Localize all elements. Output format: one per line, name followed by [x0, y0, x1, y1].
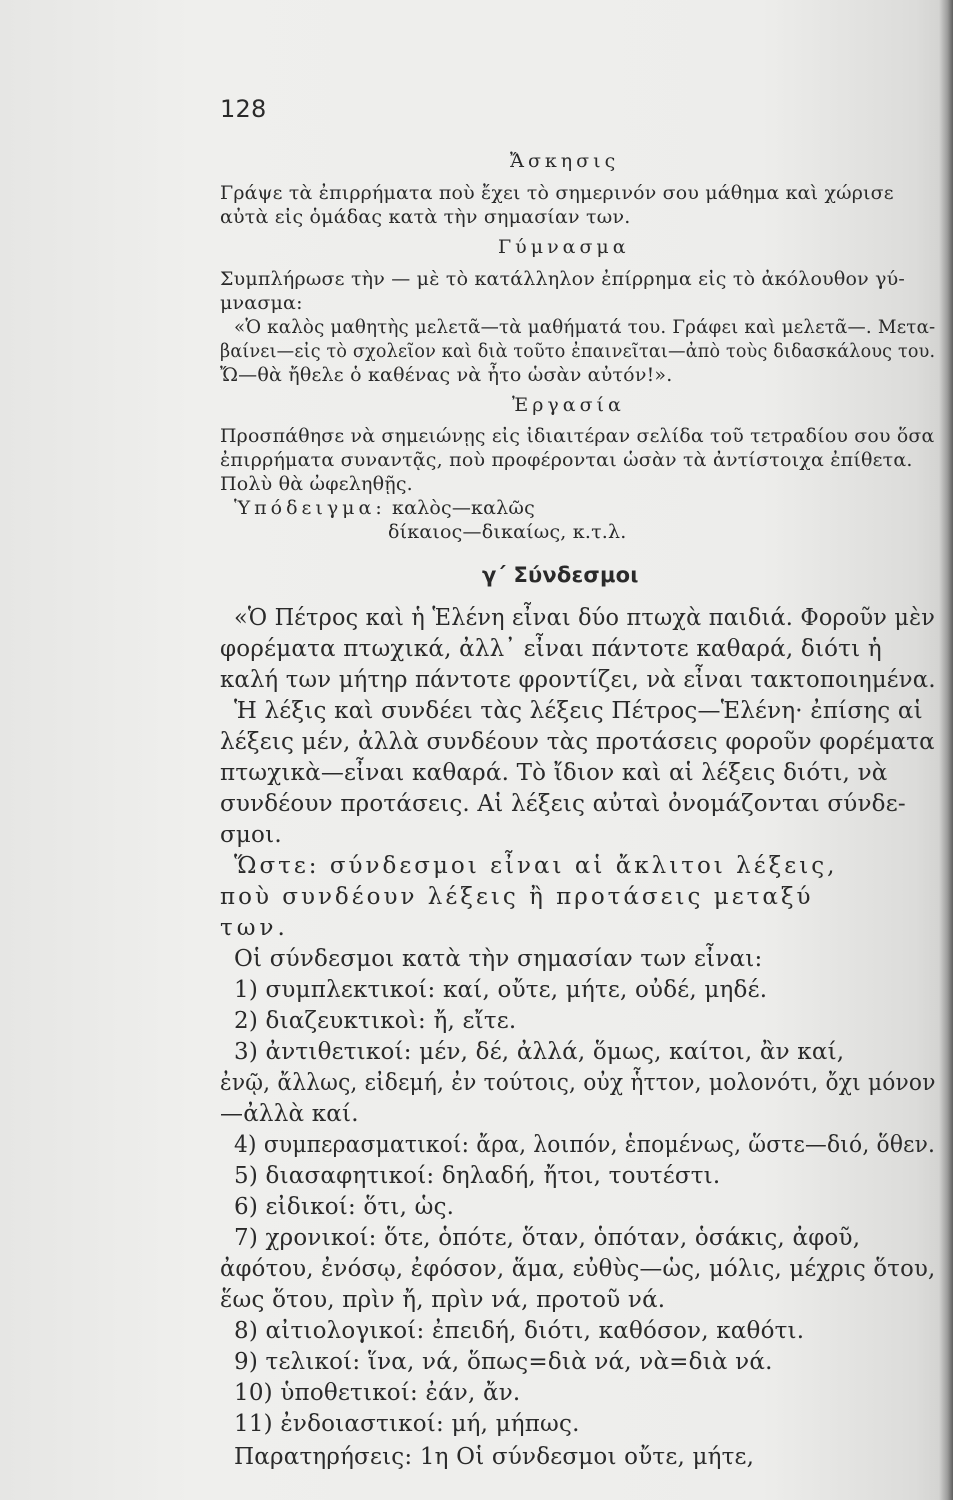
example-1: καλὸς—καλῶς	[392, 497, 535, 519]
class-1: 1) συμπλεκτικοί: καί, οὔτε, μήτε, οὐδέ, μηδέ.	[234, 977, 768, 1003]
exercise-heading: Ἄσκησις	[510, 150, 620, 172]
section-line-4: Ἡ λέξις καὶ συνδέει τὰς λέξεις Πέτρος—Ἑλένη· ἐπίσης αἱ	[234, 698, 923, 724]
class-7-cont-2: ἕως ὅτου, πρὶν ἤ, πρὶν νά, προτοῦ νά.	[220, 1287, 666, 1313]
exercise-line-1: Γράψε τὰ ἐπιρρήματα ποὺ ἔχει τὸ σημερινόν σου μάθημα καὶ χώρισε	[220, 182, 894, 204]
work-line-3: Πολὺ θὰ ὠφεληθῇς.	[220, 473, 413, 495]
section-line-2: φορέματα πτωχικά, ἀλλ᾽ εἶναι πάντοτε καθαρά, διότι ἡ	[220, 636, 882, 662]
section-line-7: συνδέουν προτάσεις. Αἱ λέξεις αὐταὶ ὀνομάζονται σύνδε-	[220, 791, 906, 817]
observations-line: Παρατηρήσεις: 1η Οἱ σύνδεσμοι οὔτε, μήτε,	[234, 1444, 755, 1470]
class-3-cont-2: —ἀλλὰ καί.	[220, 1101, 359, 1127]
class-8: 8) αἰτιολογικοί: ἐπειδή, διότι, καθόσον, καθότι.	[234, 1318, 805, 1344]
page-edge-shadow	[939, 0, 953, 1500]
gymnastics-line-2: μνασμα:	[220, 292, 303, 314]
example-2: δίκαιος—δικαίως, κ.τ.λ.	[388, 521, 627, 543]
work-line-2: ἐπιρρήματα συναντᾷς, ποὺ προφέρονται ὡσὰν τὰ ἀντίστοιχα ἐπίθετα.	[220, 449, 913, 471]
class-3-cont-1: ἐνῷ, ἄλλως, εἰδεμή, ἐν τούτοις, οὐχ ἧττον, μολονότι, ὄχι μόνον	[220, 1070, 936, 1096]
section-heading: γ΄ Σύνδεσμοι	[482, 563, 639, 587]
gymnastics-heading: Γύμνασμα	[498, 236, 630, 258]
section-line-3: καλή των μήτηρ πάντοτε φροντίζει, νὰ εἶναι τακτοποιημένα.	[220, 667, 936, 693]
class-4: 4) συμπερασματικοί: ἄρα, λοιπόν, ἑπομένως, ὥστε—διό, ὅθεν.	[234, 1132, 936, 1158]
work-heading: Ἐργασία	[512, 394, 625, 416]
exercise-line-2: αὐτὰ εἰς ὁμάδας κατὰ τὴν σημασίαν των.	[220, 206, 631, 228]
class-10: 10) ὑποθετικοί: ἐάν, ἄν.	[234, 1380, 521, 1406]
definition-line-2: ποὺ συνδέουν λέξεις ἢ προτάσεις μεταξύ	[220, 884, 814, 910]
definition-line-3: των.	[220, 915, 289, 941]
class-7: 7) χρονικοί: ὅτε, ὁπότε, ὅταν, ὁπόταν, ὁσάκις, ἀφοῦ,	[234, 1225, 861, 1251]
class-11: 11) ἐνδοιαστικοί: μή, μήπως.	[234, 1411, 580, 1437]
page-number: 128	[220, 95, 267, 123]
gymnastics-line-1: Συμπλήρωσε τὴν — μὲ τὸ κατάλληλον ἐπίρρημα εἰς τὸ ἀκόλουθον γύ-	[220, 268, 906, 290]
class-7-cont-1: ἀφότου, ἐνόσῳ, ἐφόσον, ἅμα, εὐθὺς—ὡς, μόλις, μέχρις ὅτου,	[220, 1256, 936, 1282]
class-3: 3) ἀντιθετικοί: μέν, δέ, ἀλλά, ὅμως, καίτοι, ἂν καί,	[234, 1039, 845, 1065]
section-line-6: πτωχικὰ—εἶναι καθαρά. Τὸ ἴδιον καὶ αἱ λέξεις διότι, νὰ	[220, 760, 888, 786]
section-line-1: «Ὁ Πέτρος καὶ ἡ Ἑλένη εἶναι δύο πτωχὰ παιδιά. Φοροῦν μὲν	[234, 605, 936, 631]
example-label-text: Ὑπόδειγμα:	[234, 497, 386, 519]
work-line-1: Προσπάθησε νὰ σημειώνῃς εἰς ἰδιαιτέραν σελίδα τοῦ τετραδίου σου ὅσα	[220, 425, 935, 447]
gymnastics-line-3: «Ὁ καλὸς μαθητὴς μελετᾶ—τὰ μαθήματά του. Γράφει καὶ μελετᾶ—. Μετα-	[234, 316, 936, 338]
definition-line-1: Ὥστε: σύνδεσμοι εἶναι αἱ ἄκλιτοι λέξεις,	[234, 853, 838, 879]
example-label	[234, 497, 535, 519]
class-5: 5) διασαφητικοί: δηλαδή, ἤτοι, τουτέστι.	[234, 1163, 721, 1189]
gymnastics-line-5: Ὤ—θὰ ἤθελε ὁ καθένας νὰ ἦτο ὡσὰν αὐτόν!».	[220, 364, 673, 386]
class-9: 9) τελικοί: ἵνα, νά, ὅπως=διὰ νά, νὰ=διὰ νά.	[234, 1349, 773, 1375]
section-line-8: σμοι.	[220, 822, 282, 848]
classification-intro: Οἱ σύνδεσμοι κατὰ τὴν σημασίαν των εἶναι:	[234, 946, 763, 972]
class-2: 2) διαζευκτικοὶ: ἤ, εἴτε.	[234, 1008, 517, 1034]
class-6: 6) εἰδικοί: ὅτι, ὡς.	[234, 1194, 455, 1220]
gymnastics-line-4: βαίνει—εἰς τὸ σχολεῖον καὶ διὰ τοῦτο ἐπαινεῖται—ἀπὸ τοὺς διδασκάλους του.	[220, 340, 936, 362]
section-line-5: λέξεις μέν, ἀλλὰ συνδέουν τὰς προτάσεις φοροῦν φορέματα	[220, 729, 935, 755]
